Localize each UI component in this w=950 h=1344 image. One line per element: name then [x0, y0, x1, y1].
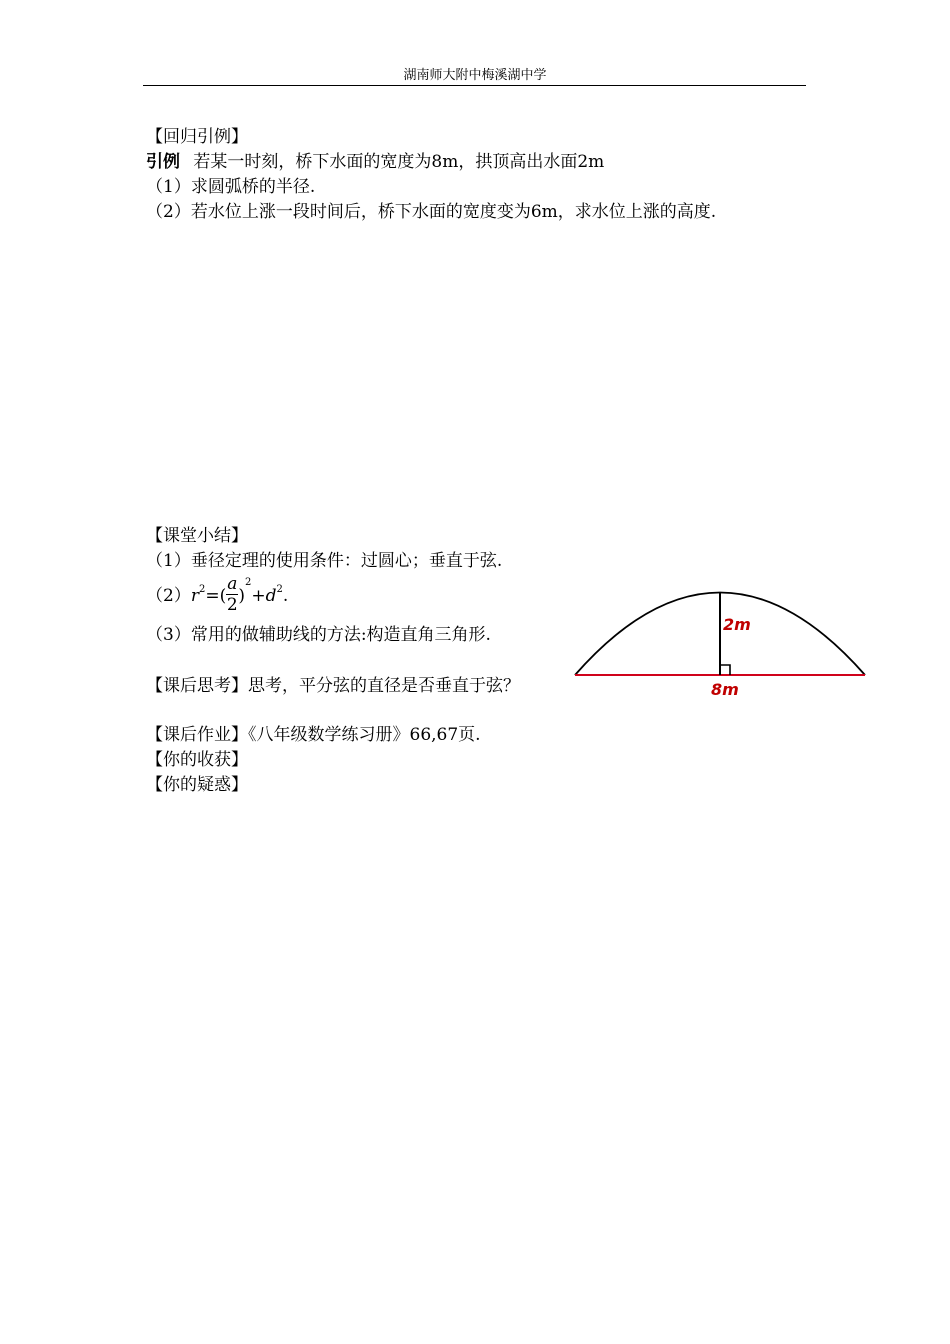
homework: 【课后作业】《八年级数学练习册》66,67页. — [146, 725, 481, 745]
formula-denominator: 2 — [226, 595, 238, 615]
formula-r: r — [190, 586, 199, 606]
formula-numerator: a — [227, 574, 238, 594]
gain-heading: 【你的收获】 — [146, 750, 248, 770]
formula-fraction — [226, 574, 238, 615]
question-2: （2）若水位上涨一段时间后，桥下水面的宽度变为6m，求水位上涨的高度. — [146, 202, 717, 222]
summary-item-3: （3）常用的做辅助线的方法:构造直角三角形. — [146, 625, 491, 645]
formula-close-paren: ) — [238, 586, 246, 606]
after-class-think: 【课后思考】思考，平分弦的直径是否垂直于弦？ — [146, 676, 520, 696]
doubt-heading: 【你的疑惑】 — [146, 775, 248, 795]
summary-item-2-prefix: （2） — [146, 586, 191, 606]
formula-paren-exponent: 2 — [245, 577, 252, 588]
formula-end: . — [282, 586, 289, 606]
review-heading: 【回归引例】 — [146, 127, 248, 147]
formula-plus: + — [251, 586, 266, 606]
width-label: 8m — [711, 680, 739, 699]
header-school-name: 湖南师大附中梅溪湖中学 — [403, 68, 547, 83]
formula-equals: =( — [205, 586, 227, 606]
arch-bridge-diagram — [570, 585, 870, 705]
formula-d-exponent: 2 — [276, 584, 283, 595]
question-1: （1）求圆弧桥的半径. — [146, 177, 316, 197]
summary-item-1: （1）垂径定理的使用条件：过圆心；垂直于弦. — [146, 551, 503, 571]
example-line — [146, 151, 604, 173]
formula-r-exponent: 2 — [198, 584, 206, 595]
height-label: 2m — [723, 615, 751, 634]
summary-heading: 【课堂小结】 — [146, 526, 248, 546]
formula-d: d — [265, 586, 277, 606]
summary-item-2 — [146, 576, 288, 624]
example-tag: 引例 — [146, 152, 180, 172]
right-angle-mark — [720, 665, 730, 675]
example-text: 若某一时刻，桥下水面的宽度为8m，拱顶高出水面2m — [193, 152, 605, 172]
header-rule — [143, 85, 806, 86]
